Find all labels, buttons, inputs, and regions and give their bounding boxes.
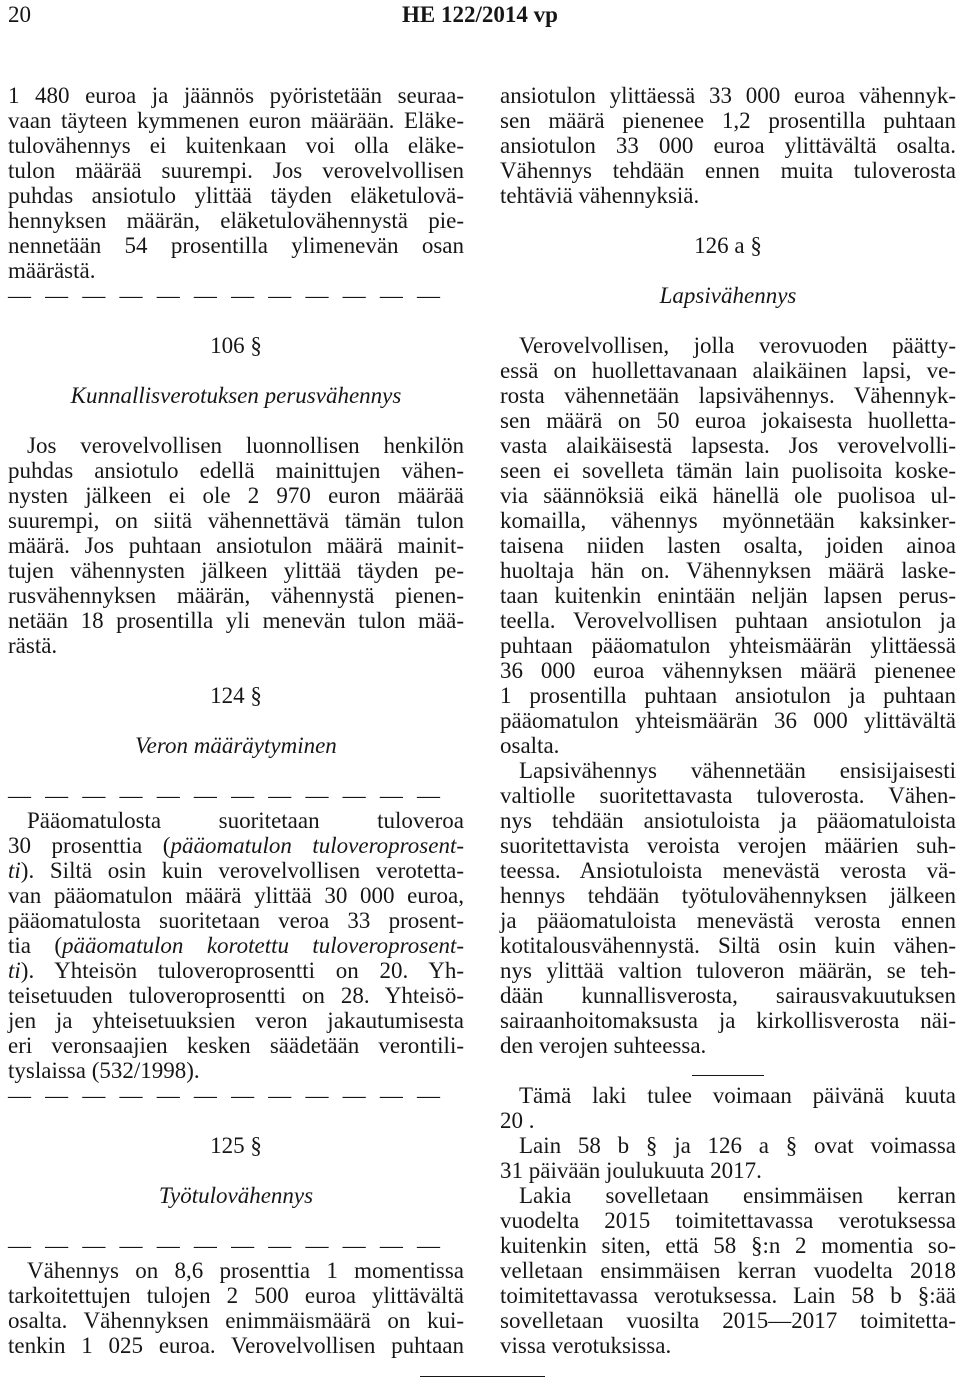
section-number: 125 § [210,1133,262,1158]
text-line: sairaanhoitomaksusta ja kirkollisverosta näi- [500,1008,956,1033]
section-title: Veron määräytyminen [135,733,337,758]
italic-text: ti [8,958,21,983]
text-line [8,858,464,883]
text-line: dään kunnallisverosta, sairausvakuutuksen [500,983,956,1008]
text-line: rosta vähennetään lapsivähennys. Vähennyk- [500,383,956,408]
text-line: eri veronsaajien kesken säädetään verontili- [8,1033,464,1058]
omission-dashes: — — — — — — — — — — — — [8,1083,440,1108]
text-line [8,958,464,983]
paragraph [500,83,956,208]
text-line: 1 prosentilla puhtaan ansiotulon ja puhtaan [500,683,956,708]
text-line: taan kuitenkin enintään neljän lapsen perus- [500,583,956,608]
section-number: 124 § [210,683,262,708]
paragraph [8,433,464,658]
text-line: rusvähennyksen määrän, vähennystä pienen- [8,583,464,608]
paragraph [500,1183,956,1358]
text-line [8,933,464,958]
text-line: Vähennys on 8,6 prosenttia 1 momentissa [27,1258,464,1283]
text-line: vuodelta 2015 toimitettavassa verotuksessa [500,1208,956,1233]
text-line: tulovähennys ei kuitenkaan voi olla eläke- [8,133,464,158]
text-line: puhdas ansiotulo ylittää täyden eläketulovä- [8,183,464,208]
text-line: teisetuuden tuloveroprosentti on 28. Yhteisö- [8,983,464,1008]
text-line: osalta. [500,733,560,758]
left-column [8,83,464,1358]
text-line: määrä. Jos puhtaan ansiotulon määrä mainit- [8,533,464,558]
text-line: toimitettavassa verotuksessa. Lain 58 b §:ää [500,1283,956,1308]
separator-line [692,1075,764,1076]
paragraph [8,808,464,1083]
text-line: suurempi, on siitä vähennettävä tämän tulon [8,508,464,533]
omission-dashes: — — — — — — — — — — — — [8,1233,440,1258]
text-line: Lain 58 b § ja 126 a § ovat voimassa [519,1133,956,1158]
paragraph [8,83,464,283]
omission-dashes: — — — — — — — — — — — — [8,783,440,808]
text-line: puhdas ansiotulo edellä mainittujen vähen- [8,458,464,483]
text-line: netään 18 prosentilla yli menevän tulon mää- [8,608,464,633]
section-number: 106 § [210,333,262,358]
text-line: van pääomatulon määrä ylittää 30 000 euroa, [8,883,464,908]
text-line: komailla, vähennys myönnetään kaksinker- [500,508,956,533]
italic-text: pääomatulon korotettu tuloveroprosent- [62,933,464,958]
text-line: Tämä laki tulee voimaan päivänä kuuta [519,1083,956,1108]
end-separator-rule [420,1376,545,1377]
text-line: tenkin 1 025 euroa. Verovelvollisen puhtaan [8,1333,464,1358]
text-line: sen määrä on 50 euroa jokaisesta huolletta- [500,408,956,433]
paragraph [500,758,956,1058]
text-line: hennyksen määrän, eläketulovähennystä pie- [8,208,464,233]
paragraph [500,1083,956,1133]
italic-text: ti [8,858,21,883]
text-line: nys ylittää valtion tuloveron määrän, se teh- [500,958,956,983]
text-line: Pääomatulosta suoritetaan tuloveroa [27,808,464,833]
paragraph [8,1258,464,1358]
section-title: Työtulovähennys [158,1183,314,1208]
text-line: puhtaan pääomatulon yhteismäärän ylittäessä [500,633,956,658]
text-line: tujen vähennysten jälkeen ylittää täyden pe- [8,558,464,583]
text-line: valtiolle suoritettavasta tuloverosta. Vähen- [500,783,956,808]
text-line: teella. Verovelvollisen puhtaan ansiotulon ja [500,608,956,633]
text-line: 1 480 euroa ja jäännös pyöristetään seuraa- [8,83,464,108]
text-line: määrästä. [8,258,96,283]
text-line: velletaan ensimmäisen kerran vuodelta 2018 [500,1258,956,1283]
page-number: 20 [8,2,31,27]
text-line: teessa. Ansiotuloista menevästä verosta vä- [500,858,956,883]
text-line: 20 . [500,1108,535,1133]
text-line: pääomatulon yhteismäärän 36 000 ylittävältä [500,708,956,733]
text-line: tarkoitettujen tulojen 2 500 euroa ylittävältä [8,1283,464,1308]
paragraph [500,333,956,758]
text-line: vasta alaikäisestä lapsesta. Jos verovelvolli- [500,433,956,458]
text-line: Vähennys tehdään ennen muita tuloverosta [500,158,956,183]
text-line: 36 000 euroa vähennyksen määrä pienenee [500,658,956,683]
text-line: osalta. Vähennyksen enimmäismäärä on kui- [8,1308,464,1333]
text-line: Verovelvollisen, jolla verovuoden päätty- [519,333,956,358]
text-line: hennys tehdään työtulovähennyksen jälkeen [500,883,956,908]
text-line: ja pääomatuloista menevästä verosta ennen [500,908,956,933]
text-line: tyslaissa (532/1998). [8,1058,200,1083]
text-line: ansiotulon ylittäessä 33 000 euroa vähennyk- [500,83,956,108]
right-column [500,83,956,1358]
paragraph [500,1133,956,1183]
text-line: sovelletaan vuosilta 2015—2017 toimitetta- [500,1308,956,1333]
text-line: sen määrä pienenee 1,2 prosentilla puhtaan [500,108,956,133]
text-line: pääomatulosta suoritetaan veroa 33 prosent- [8,908,464,933]
text-span: tia ( [8,933,63,958]
text-line: vaan täyteen kymmenen euron määrään. Eläke- [8,108,464,133]
text-line: 31 päivään joulukuuta 2017. [500,1158,762,1183]
text-line: kuitenkin siten, että 58 §:n 2 momentia so- [500,1233,956,1258]
text-line: Lapsivähennys vähennetään ensisijaisesti [519,758,956,783]
text-line: via säännöksiä eikä hänellä ole puolisoa ul- [500,483,956,508]
text-line: seen ei sovelleta tämän lain puolisoita koske- [500,458,956,483]
text-line: taisena niiden lasten osalta, joiden ainoa [500,533,956,558]
omission-dashes: — — — — — — — — — — — — [8,283,440,308]
text-line: kotitalousvähennystä. Siltä osin kuin vähen- [500,933,956,958]
text-line: tehtäviä vähennyksiä. [500,183,700,208]
text-line: huoltaja hän on. Vähennyksen määrä laske- [500,558,956,583]
text-line: nennetään 54 prosentilla ylimenevän osan [8,233,464,258]
text-line [8,833,464,858]
text-line: Jos verovelvollisen luonnollisen henkilön [27,433,464,458]
text-span: ). Siltä osin kuin verovelvollisen verotetta- [20,858,464,883]
section-number: 126 a § [694,233,762,258]
document-id: HE 122/2014 vp [402,2,558,27]
text-line: ansiotulon 33 000 euroa ylittävältä osalta. [500,133,956,158]
text-line: essä on huollettavanaan alaikäinen lapsi, ve- [500,358,956,383]
separator-rule [500,1058,956,1083]
text-line: nysten jälkeen ei ole 2 970 euron määrää [8,483,464,508]
italic-text: pääomatulon tuloveroprosent- [170,833,464,858]
text-line: rästä. [8,633,58,658]
text-line: den verojen suhteessa. [500,1033,707,1058]
text-line: suoritettavista veroista verojen määrien suh- [500,833,956,858]
text-span: ). Yhteisön tuloveroprosentti on 20. Yh- [20,958,464,983]
text-span: 30 prosenttia ( [8,833,171,858]
text-line: Lakia sovelletaan ensimmäisen kerran [519,1183,956,1208]
section-title: Kunnallisverotuksen perusvähennys [70,383,402,408]
text-line: tulon määrää suurempi. Jos verovelvollisen [8,158,464,183]
text-line: jen ja yhteisetuuksien veron jakautumisesta [8,1008,464,1033]
text-line: vissa verotuksissa. [500,1333,672,1358]
text-line: nys tehdään ansiotuloista ja pääomatuloista [500,808,956,833]
section-title: Lapsivähennys [659,283,797,308]
